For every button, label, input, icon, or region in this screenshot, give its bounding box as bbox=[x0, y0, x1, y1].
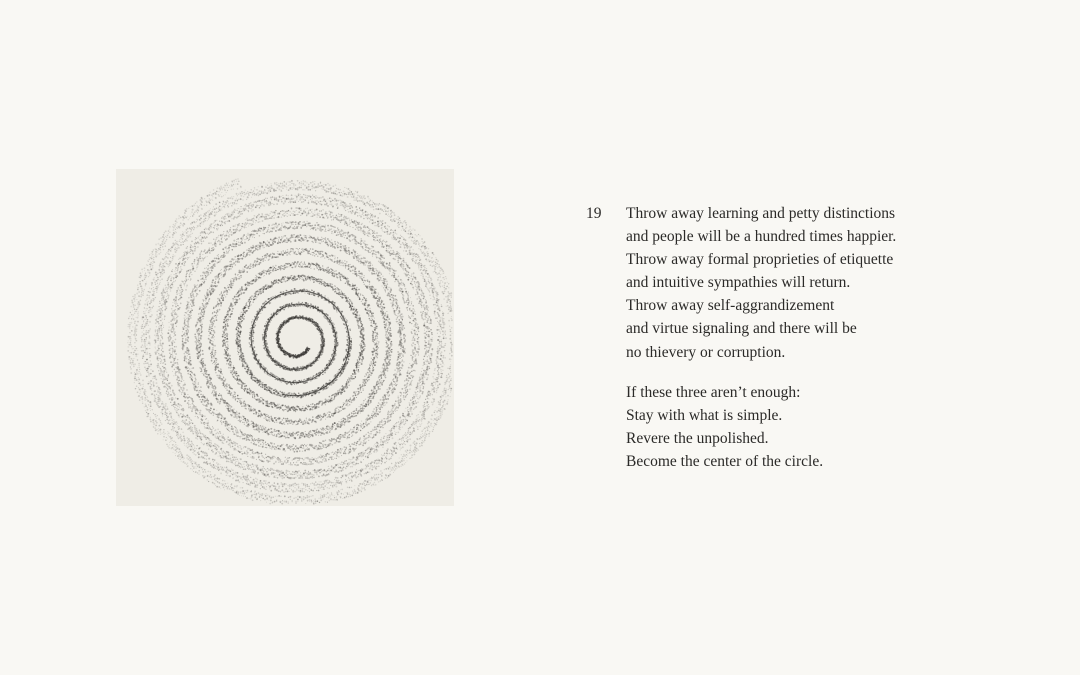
verse-line: and intuitive sympathies will return. bbox=[626, 274, 851, 292]
stanza-2 bbox=[626, 381, 956, 473]
spiral-icon bbox=[116, 169, 454, 506]
chapter-number: 19 bbox=[586, 205, 602, 222]
spiral-artwork bbox=[116, 169, 454, 506]
verse-line: Become the center of the circle. bbox=[626, 453, 824, 471]
verse-line: Revere the unpolished. bbox=[626, 430, 769, 448]
verse-line: Throw away self-aggrandizement bbox=[626, 297, 835, 315]
verse-line: Stay with what is simple. bbox=[626, 407, 783, 425]
verse-line: If these three aren’t enough: bbox=[626, 384, 801, 401]
verse-line: Throw away formal proprieties of etiquette bbox=[626, 251, 894, 269]
verse-line: and virtue signaling and there will be bbox=[626, 320, 857, 338]
verse-line: and people will be a hundred times happier. bbox=[626, 228, 897, 246]
verse-line: Throw away learning and petty distinctions bbox=[626, 205, 896, 222]
stanza-1 bbox=[626, 202, 956, 364]
verse-line: no thievery or corruption. bbox=[626, 343, 786, 361]
